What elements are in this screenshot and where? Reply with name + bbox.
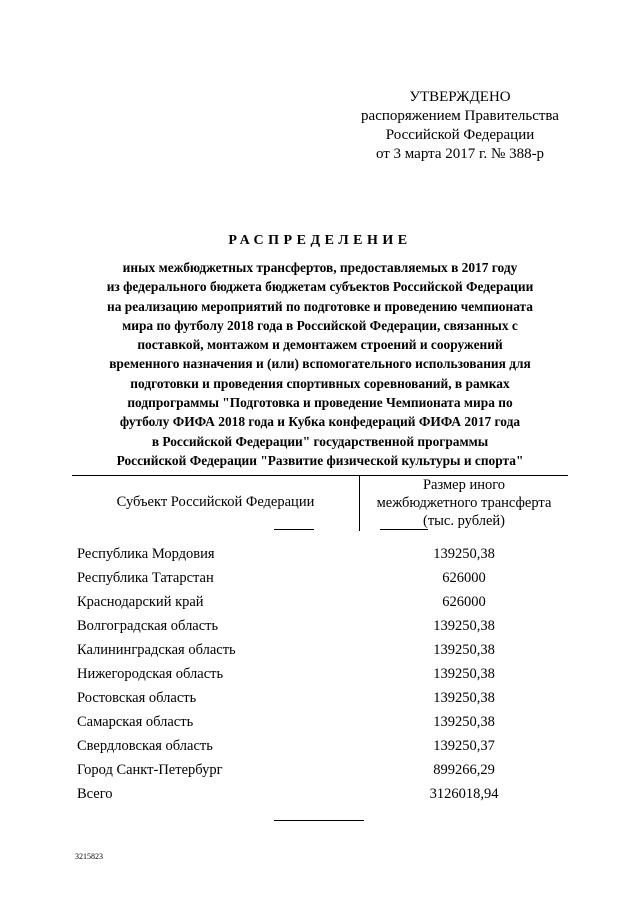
row-subject: Самарская область	[77, 714, 194, 730]
row-amount: 139250,38	[433, 666, 495, 682]
column-header-amount-line: (тыс. рублей)	[423, 513, 505, 529]
column-header-amount-line: межбюджетного трансферта	[376, 495, 552, 511]
row-amount: 139250,38	[433, 642, 495, 658]
subtitle-line: подготовки и проведения спортивных соревнований, в рамках	[130, 375, 510, 391]
document-code: 3215823	[75, 852, 103, 861]
row-amount: 139250,38	[433, 546, 495, 562]
row-amount: 626000	[442, 594, 486, 610]
row-amount: 139250,38	[433, 690, 495, 706]
row-subject: Республика Мордовия	[77, 546, 215, 562]
approval-block	[320, 88, 600, 164]
row-subject: Свердловская область	[77, 738, 213, 754]
column-header-subject: Субъект Российской Федерации	[116, 494, 315, 510]
table-row	[0, 666, 640, 690]
approval-line-date-number: от 3 марта 2017 г. № 388-р	[375, 146, 545, 162]
subtitle-line: мира по футболу 2018 года в Российской Федерации, связанных с	[122, 317, 518, 333]
approval-heading: УТВЕРЖДЕНО	[409, 89, 511, 105]
table-row	[0, 546, 640, 570]
approval-line-government: Российской Федерации	[385, 127, 535, 143]
subtitle-line: в Российской Федерации" государственной программы	[151, 433, 489, 449]
table-body	[0, 546, 640, 810]
subtitle-line: из федерального бюджета бюджетам субъектов Российской Федерации	[106, 279, 534, 295]
row-subject: Калининградская область	[77, 642, 236, 658]
table-row	[0, 762, 640, 786]
row-amount: 626000	[442, 570, 486, 586]
table-row	[0, 738, 640, 762]
header-underline-left	[274, 529, 314, 530]
subtitle-line: поставкой, монтажом и демонтажем строений и сооружений	[137, 337, 503, 353]
subtitle-line: иных межбюджетных трансфертов, предоставляемых в 2017 году	[122, 260, 518, 275]
approval-line-issuer: распоряжением Правительства	[361, 108, 559, 124]
subtitle-line: временного назначения и (или) вспомогательного использования для	[109, 356, 531, 372]
column-header-amount	[360, 476, 568, 530]
row-amount: 139250,38	[433, 714, 495, 730]
row-amount: 139250,37	[433, 738, 495, 754]
document-subtitle	[70, 258, 570, 470]
table-row-total	[0, 786, 640, 810]
row-subject: Город Санкт-Петербург	[77, 762, 223, 778]
row-amount: 139250,38	[433, 618, 495, 634]
closing-rule	[274, 820, 364, 821]
table-row	[0, 714, 640, 738]
row-subject: Краснодарский край	[77, 594, 204, 610]
row-total-amount: 3126018,94	[429, 786, 499, 802]
row-amount: 899266,29	[433, 762, 495, 778]
table-row	[0, 618, 640, 642]
row-subject: Республика Татарстан	[77, 570, 214, 586]
column-header-amount-line: Размер иного	[422, 477, 506, 493]
row-subject: Ростовская область	[77, 690, 197, 706]
row-total-label: Всего	[77, 786, 113, 802]
table-row	[0, 690, 640, 714]
table-row	[0, 642, 640, 666]
subtitle-line: Российской Федерации "Развитие физической культуры и спорта"	[116, 452, 524, 468]
document-title: РАСПРЕДЕЛЕНИЕ	[228, 233, 412, 248]
subtitle-line: на реализацию мероприятий по подготовке и проведению чемпионата	[106, 298, 533, 314]
table-row	[0, 594, 640, 618]
row-subject: Нижегородская область	[77, 666, 224, 682]
table-row	[0, 570, 640, 594]
subtitle-line: подпрограммы "Подготовка и проведение Чемпионата мира по	[127, 395, 513, 411]
subtitle-line: футболу ФИФА 2018 года и Кубка конфедераций ФИФА 2017 года	[119, 414, 521, 430]
row-subject: Волгоградская область	[77, 618, 219, 634]
